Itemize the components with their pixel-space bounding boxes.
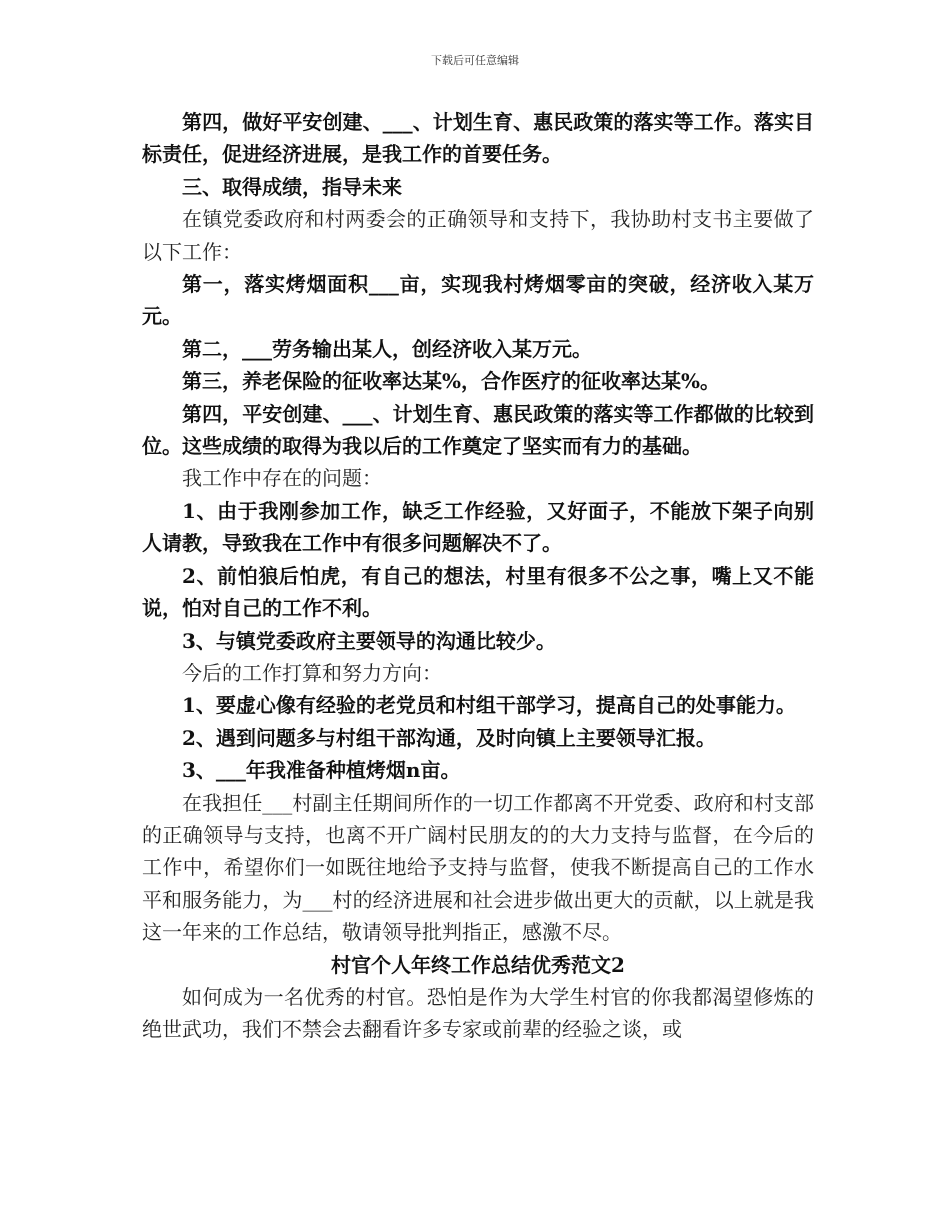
paragraph: 第四，平安创建、___、计划生育、惠民政策的落实等工作都做的比较到位。这些成绩的取得为我以后的工作奠定了坚实而有力的基础。 <box>142 401 814 459</box>
paragraph: 如何成为一名优秀的村官。恐怕是作为大学生村官的你我都渴望修炼的绝世武功，我们不禁会去翻看许多专家或前辈的经验之谈，或 <box>142 984 814 1042</box>
paragraph: 第二，___劳务输出某人，创经济收入某万元。 <box>182 336 592 361</box>
page-header-note: 下载后可任意编辑 <box>431 54 519 67</box>
list-item: 2、前怕狼后怕虎，有自己的想法，村里有很多不公之事，嘴上又不能说，怕对自己的工作不利。 <box>142 563 814 621</box>
paragraph: 第一，落实烤烟面积___亩，实现我村烤烟零亩的突破，经济收入某万元。 <box>142 272 814 329</box>
list-item: 1、由于我刚参加工作，缺乏工作经验，又好面子，不能放下架子向别人请教，导致我在工作中有很多问题解决不了。 <box>142 498 814 556</box>
paragraph: 在我担任___村副主任期间所作的一切工作都离不开党委、政府和村支部的正确领导与支持，也离不开广阔村民朋友的的大力支持与监督，在今后的工作中，希望你们一如既往地给予支持与监督，使我不断提高自己的工作水平和服务能力，为___村的经济进展和社会进步做出更大的贡献，以上就是我这一年来的工作总结，敬请领导批判指正，感激不尽。 <box>142 790 814 945</box>
list-item: 3、与镇党委政府主要领导的沟通比较少。 <box>182 628 556 653</box>
list-item: 3、___年我准备种植烤烟n亩。 <box>182 758 461 783</box>
paragraph: 在镇党委政府和村两委会的正确领导和支持下，我协助村支书主要做了以下工作： <box>142 207 814 264</box>
section-heading: 三、取得成绩，指导未来 <box>182 174 402 199</box>
paragraph: 今后的工作打算和努力方向： <box>182 660 442 685</box>
paragraph: 第三，养老保险的征收率达某%，合作医疗的征收率达某%。 <box>182 369 721 394</box>
list-item: 2、遇到问题多与村组干部沟通，及时向镇上主要领导汇报。 <box>182 725 716 750</box>
document-body <box>142 106 814 1046</box>
paragraph: 我工作中存在的问题： <box>182 466 382 491</box>
paragraph: 第四，做好平安创建、___、计划生育、惠民政策的落实等工作。落实目标责任，促进经济进展，是我工作的首要任务。 <box>142 110 814 167</box>
section-title: 村官个人年终工作总结优秀范文2 <box>331 952 625 977</box>
list-item: 1、要虚心像有经验的老党员和村组干部学习，提高自己的处事能力。 <box>182 693 796 718</box>
